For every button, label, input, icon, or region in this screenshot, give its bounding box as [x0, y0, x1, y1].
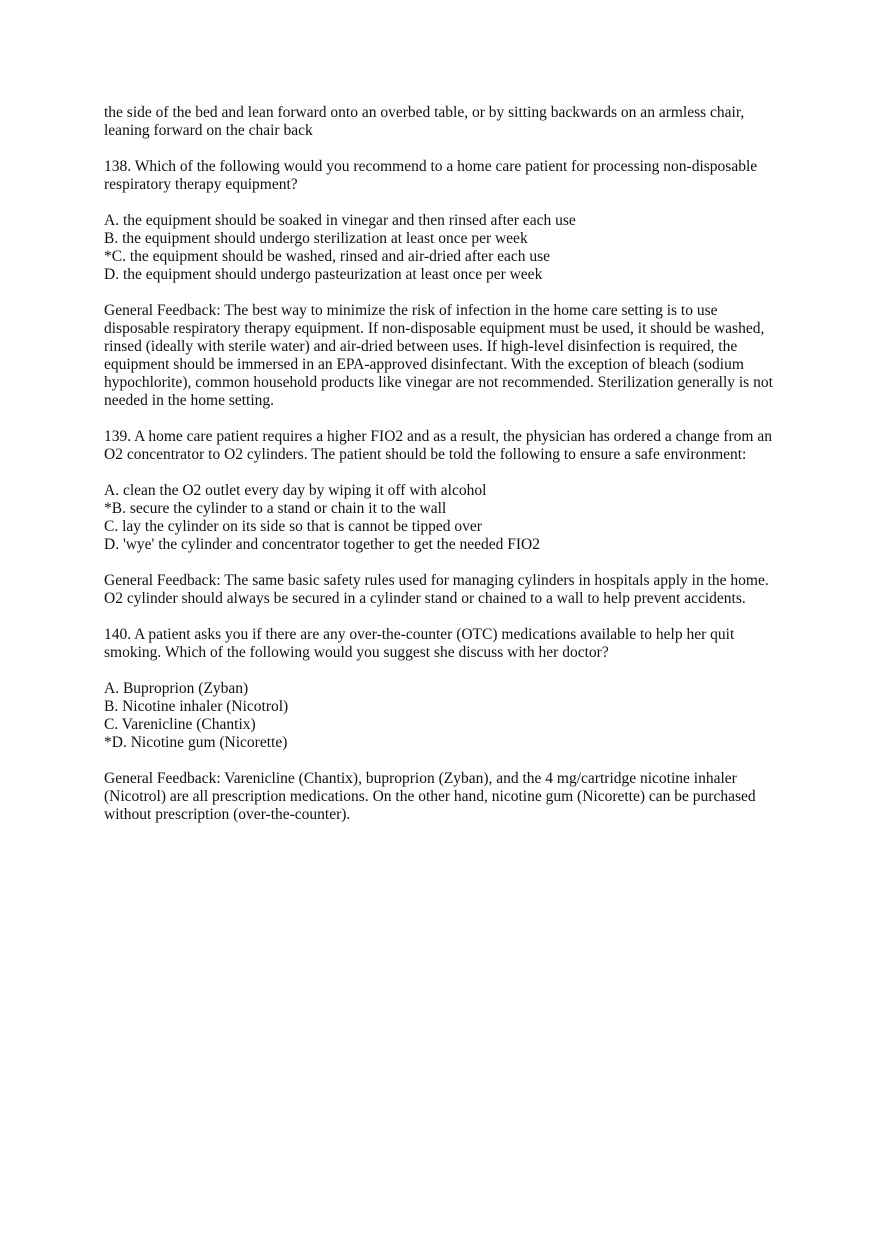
- question-text: 140. A patient asks you if there are any over-the-counter (OTC) medications available to help her quit smoking. Which of the following would you suggest she discuss with her doctor?: [104, 626, 735, 661]
- option-b: B. the equipment should undergo sterilization at least once per week: [104, 230, 528, 247]
- option-c: C. Varenicline (Chantix): [104, 716, 256, 733]
- question-139: [104, 428, 780, 608]
- option-c: C. lay the cylinder on its side so that is cannot be tipped over: [104, 518, 482, 535]
- intro-text: the side of the bed and lean forward onto an overbed table, or by sitting backwards on an armless chair, leaning forward on the chair back: [104, 104, 745, 139]
- option-a: A. Buproprion (Zyban): [104, 680, 249, 697]
- option-c: *C. the equipment should be washed, rinsed and air-dried after each use: [104, 248, 551, 265]
- question-138: [104, 158, 780, 410]
- option-d: *D. Nicotine gum (Nicorette): [104, 734, 288, 751]
- option-b: *B. secure the cylinder to a stand or chain it to the wall: [104, 500, 447, 517]
- question-140: [104, 626, 780, 824]
- answer-options: [104, 680, 780, 752]
- option-d: D. 'wye' the cylinder and concentrator together to get the needed FIO2: [104, 536, 540, 553]
- general-feedback: General Feedback: Varenicline (Chantix), buproprion (Zyban), and the 4 mg/cartridge nicotine inhaler (Nicotrol) are all prescription medications. On the other hand, nicotine gum (Nicorette) can be purchased without prescription (over-the-counter).: [104, 770, 756, 823]
- general-feedback: General Feedback: The same basic safety rules used for managing cylinders in hospitals apply in the home. O2 cylinder should always be secured in a cylinder stand or chained to a wall to help prevent accidents.: [104, 572, 769, 607]
- document-page: [104, 104, 780, 842]
- option-a: A. clean the O2 outlet every day by wiping it off with alcohol: [104, 482, 487, 499]
- question-text: 138. Which of the following would you recommend to a home care patient for processing non-disposable respiratory therapy equipment?: [104, 158, 758, 193]
- option-a: A. the equipment should be soaked in vinegar and then rinsed after each use: [104, 212, 576, 229]
- answer-options: [104, 212, 780, 284]
- answer-options: [104, 482, 780, 554]
- question-text: 139. A home care patient requires a higher FIO2 and as a result, the physician has ordered a change from an O2 concentrator to O2 cylinders. The patient should be told the following to ensure a safe environment:: [104, 428, 772, 463]
- option-b: B. Nicotine inhaler (Nicotrol): [104, 698, 289, 715]
- general-feedback: General Feedback: The best way to minimize the risk of infection in the home care setting is to use disposable respiratory therapy equipment. If non-disposable equipment must be used, it should be washed, rinsed (ideally with sterile water) and air-dried between uses. If high-level disinfection is required, the equipment should be immersed in an EPA-approved disinfectant. With the exception of bleach (sodium hypochlorite), common household products like vinegar are not recommended. Sterilization generally is not needed in the home setting.: [104, 302, 773, 409]
- option-d: D. the equipment should undergo pasteurization at least once per week: [104, 266, 543, 283]
